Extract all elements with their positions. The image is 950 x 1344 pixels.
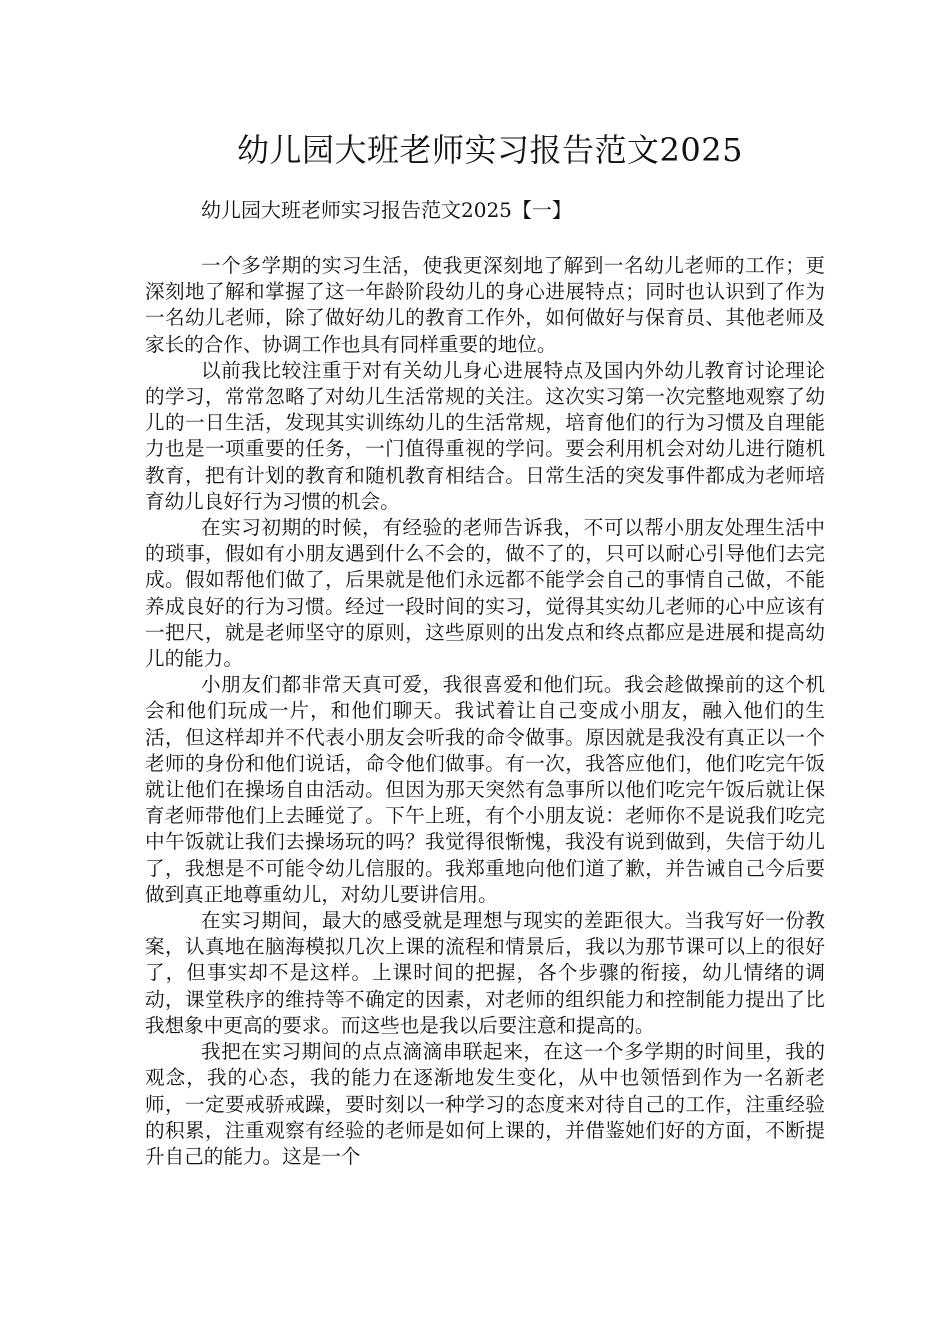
paragraph: 我把在实习期间的点点滴滴串联起来，在这一个多学期的时间里，我的观念，我的心态，我的能力在逐渐地发生变化，从中也领悟到作为一名新老师，一定要戒骄戒躁，要时刻以一种学习的态度来对待自己的工作，注重经验的积累，注重观察有经验的老师是如何上课的，并借鉴她们好的方面，不断提升自己的能力。这是一个 <box>145 1040 825 1168</box>
paragraph: 小朋友们都非常天真可爱，我很喜爱和他们玩。我会趁做操前的这个机会和他们玩成一片，和他们聊天。我试着让自己变成小朋友，融入他们的生活，但这样却并不代表小朋友会听我的命令做事。原因就是我没有真正以一个老师的身份和他们说话，命令他们做事。有一次，我答应他们，他们吃完午饭就让他们在操场自由活动。但因为那天突然有急事所以他们吃完午饭后就让保育老师带他们上去睡觉了。下午上班，有个小朋友说：老师你不是说我们吃完中午饭就让我们去操场玩的吗？我觉得很惭愧，我没有说到做到，失信于幼儿了，我想是不可能令幼儿信服的。我郑重地向他们道了歉，并告诫自己今后要做到真正地尊重幼儿，对幼儿要讲信用。 <box>145 673 825 906</box>
document-title: 幼儿园大班老师实习报告范文2025 <box>237 131 743 169</box>
document-body <box>145 253 825 1170</box>
paragraph: 一个多学期的实习生活，使我更深刻地了解到一名幼儿老师的工作；更深刻地了解和掌握了这一年龄阶段幼儿的身心进展特点；同时也认识到了作为一名幼儿老师，除了做好幼儿的教育工作外，如何做好与保育员、其他老师及家长的合作、协调工作也具有同样重要的地位。 <box>145 254 825 356</box>
paragraph: 在实习初期的时候，有经验的老师告诉我，不可以帮小朋友处理生活中的琐事，假如有小朋友遇到什么不会的，做不了的，只可以耐心引导他们去完成。假如帮他们做了，后果就是他们永远都不能学会自己的事情自己做，不能养成良好的行为习惯。经过一段时间的实习，觉得其实幼儿老师的心中应该有一把尺，就是老师坚守的原则，这些原则的出发点和终点都应是进展和提高幼儿的能力。 <box>145 516 825 671</box>
paragraph: 在实习期间，最大的感受就是理想与现实的差距很大。当我写好一份教案，认真地在脑海模拟几次上课的流程和情景后，我以为那节课可以上的很好了，但事实却不是这样。上课时间的把握，各个步骤的衔接，幼儿情绪的调动，课堂秩序的维持等不确定的因素，对老师的组织能力和控制能力提出了比我想象中更高的要求。而这些也是我以后要注意和提高的。 <box>145 909 825 1037</box>
paragraph: 以前我比较注重于对有关幼儿身心进展特点及国内外幼儿教育讨论理论的学习，常常忽略了对幼儿生活常规的关注。这次实习第一次完整地观察了幼儿的一日生活，发现其实训练幼儿的生活常规，培育他们的行为习惯及自理能力也是一项重要的任务，一门值得重视的学问。要会利用机会对幼儿进行随机教育，把有计划的教育和随机教育相结合。日常生活的突发事件都成为老师培育幼儿良好行为习惯的机会。 <box>145 358 825 513</box>
document-page <box>145 128 825 1170</box>
section-heading: 幼儿园大班老师实习报告范文2025【一】 <box>201 198 572 222</box>
